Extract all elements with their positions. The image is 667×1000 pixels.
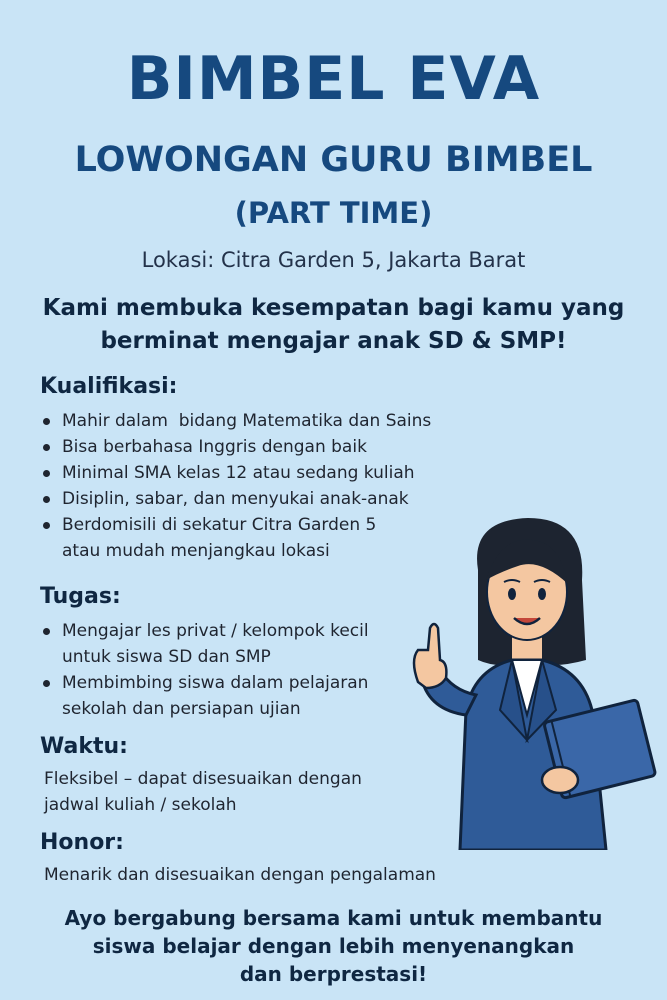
honor-title: Honor: [40,830,124,855]
tugas-title: Tugas: [40,584,121,609]
kualifikasi-list [36,408,431,564]
closing-line-1: Ayo bergabung bersama kami untuk membantu [64,906,603,930]
intro-line-2: berminat mengajar anak SD & SMP! [100,328,567,354]
closing-text [20,904,647,988]
location-text: Lokasi: Citra Garden 5, Jakarta Barat [141,248,526,272]
closing-line-2: siswa belajar dengan lebih menyenangkan [92,934,575,958]
waktu-line-2: jadwal kuliah / sekolah [44,795,237,815]
list-item: Membimbing siswa dalam pelajaran sekolah dan persiapan ujian [36,670,369,722]
list-item: Bisa berbahasa Inggris dengan baik [36,434,431,460]
kualifikasi-title: Kualifikasi: [40,374,178,399]
honor-text: Menarik dan disesuaikan dengan pengalaman [44,865,436,885]
teacher-pointing-up-with-book-icon [400,510,667,850]
list-item: Disiplin, sabar, dan menyukai anak-anak [36,486,431,512]
list-item: Mahir dalam bidang Matematika dan Sains [36,408,431,434]
tugas-list [36,618,369,722]
intro-line-1: Kami membuka kesempatan bagi kamu yang [42,295,625,321]
waktu-text [44,766,362,818]
list-item: Berdomisili di sekatur Citra Garden 5 atau mudah menjangkau lokasi [36,512,431,564]
waktu-line-1: Fleksibel – dapat disesuaikan dengan [44,769,362,789]
intro-text [20,292,647,358]
closing-line-3: dan berprestasi! [239,962,428,986]
job-type: (PART TIME) [234,196,433,230]
job-headline: LOWONGAN GURU BIMBEL [74,140,593,180]
waktu-title: Waktu: [40,734,128,759]
list-item: Mengajar les privat / kelompok kecil untuk siswa SD dan SMP [36,618,369,670]
brand-title: BIMBEL EVA [126,44,541,114]
list-item: Minimal SMA kelas 12 atau sedang kuliah [36,460,431,486]
